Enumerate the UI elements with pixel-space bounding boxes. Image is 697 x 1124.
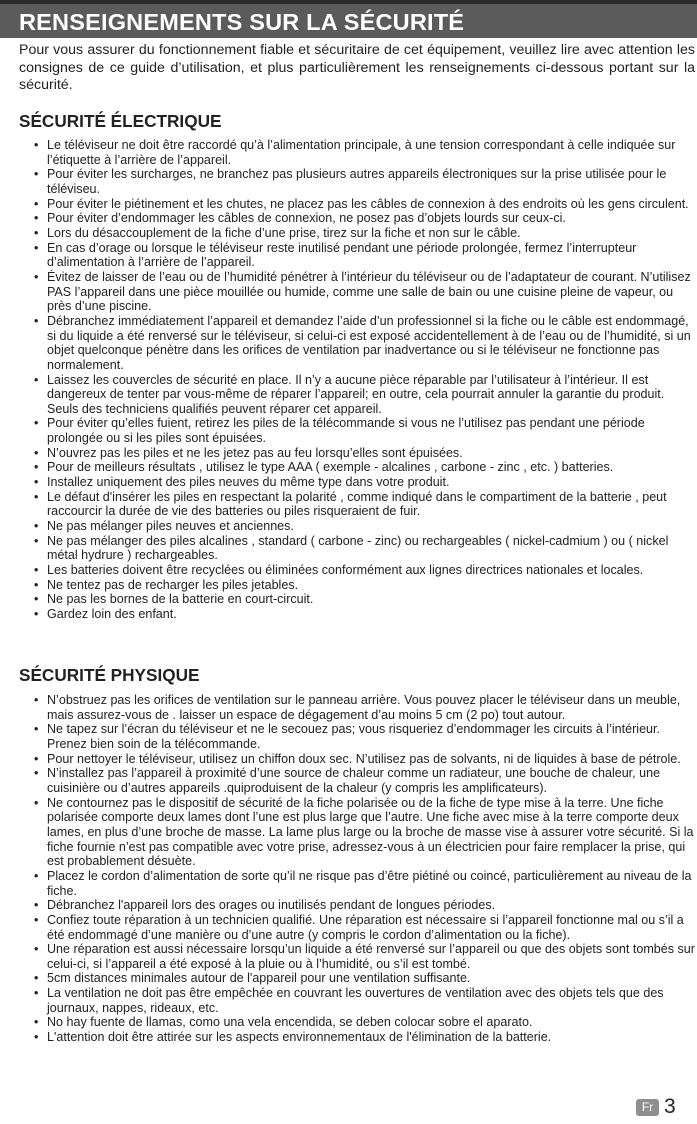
list-item-text: Une réparation est aussi nécessaire lorsqu’un liquide a été renversé sur l’appareil ou que des objets sont tombés sur celui-ci, si l’appareil a été exposé à la pluie ou à l’humidité, ou s’il est tombé. bbox=[47, 942, 695, 971]
list-item-text: Installez uniquement des piles neuves du même type dans votre produit. bbox=[47, 475, 450, 490]
list-item-text: Ne pas les bornes de la batterie en court-circuit. bbox=[47, 592, 314, 607]
bullet-icon: • bbox=[34, 138, 39, 152]
bullet-icon: • bbox=[34, 240, 39, 255]
language-badge: Fr bbox=[636, 1099, 659, 1116]
bullet-icon: • bbox=[34, 942, 39, 957]
bullet-icon: • bbox=[34, 795, 39, 810]
list-item-text: Pour nettoyer le téléviseur, utilisez un chiffon doux sec. N’utilisez pas de solvants, ni de liquides à base de pétrole. bbox=[47, 751, 681, 766]
bullet-icon: • bbox=[34, 577, 39, 592]
electrical-safety-heading: SÉCURITÉ ÉLECTRIQUE bbox=[19, 111, 222, 131]
list-item-text: No hay fuente de llamas, como una vela encendida, se deben colocar sobre el aparato. bbox=[47, 1015, 533, 1030]
list-item bbox=[0, 578, 697, 593]
list-item bbox=[0, 693, 697, 722]
bullet-icon: • bbox=[34, 693, 39, 707]
bullet-icon: • bbox=[34, 868, 39, 883]
bullet-icon: • bbox=[34, 475, 39, 490]
list-item bbox=[0, 534, 697, 563]
bullet-icon: • bbox=[34, 898, 39, 913]
list-item-text: Ne contournez pas le dispositif de sécurité de la fiche polarisée ou de la fiche de type mise à la terre. Une fiche polarisée comporte deux lames dont l’une est plus large que l’autre. Une fiche avec mise à la terre comporte deux lames, en plus d’une broche de masse. La lame plus large ou la broche de masse vise à assurer votre sécurité. Si la fiche fournie n’est pas compatible avec votre prise, adressez-vous à un électricien pour faire remplacer la prise, qui est probablement désuète. bbox=[47, 795, 694, 869]
bullet-icon: • bbox=[34, 1030, 39, 1045]
physical-safety-list bbox=[0, 693, 697, 1045]
list-item bbox=[0, 592, 697, 607]
list-item bbox=[0, 796, 697, 869]
bullet-icon: • bbox=[34, 489, 39, 504]
list-item bbox=[0, 607, 697, 622]
list-item bbox=[0, 475, 697, 490]
list-item-text: Gardez loin des enfant. bbox=[47, 607, 177, 621]
list-item-text: Pour éviter d’endommager les câbles de connexion, ne posez pas d’objets lourds sur ceux-ci. bbox=[47, 211, 566, 226]
bullet-icon: • bbox=[34, 519, 39, 534]
bullet-icon: • bbox=[34, 1015, 39, 1030]
list-item-text: Pour éviter les surcharges, ne branchez pas plusieurs autres appareils électroniques sur la prise utilisée pour le téléviseu. bbox=[47, 167, 667, 196]
list-item-text: Le défaut d'insérer les piles en respectant la polarité , comme indiqué dans le compartiment de la batterie , peut raccourcir la durée de vie des batteries ou piles risqueraient de fuir. bbox=[47, 489, 667, 519]
bullet-icon: • bbox=[34, 211, 39, 226]
list-item bbox=[0, 446, 697, 461]
list-item bbox=[0, 373, 697, 417]
bullet-icon: • bbox=[34, 372, 39, 387]
bullet-icon: • bbox=[34, 971, 39, 986]
bullet-icon: • bbox=[34, 986, 39, 1001]
page-number: 3 bbox=[664, 1095, 676, 1118]
physical-safety-heading: SÉCURITÉ PHYSIQUE bbox=[19, 665, 200, 685]
list-item-text: Le téléviseur ne doit être raccordé qu’à l’alimentation principale, à une tension correspondant à celle indiquée sur l’étiquette à l’arrière de l’appareil. bbox=[47, 138, 676, 167]
list-item-text: N’ouvrez pas les piles et ne les jetez pas au feu lorsqu’elles sont épuisées. bbox=[47, 445, 463, 460]
bullet-icon: • bbox=[34, 563, 39, 578]
list-item bbox=[0, 460, 697, 475]
list-item-text: Débranchez immédiatement l’appareil et demandez l’aide d’un professionnel si la fiche ou le câble est endommagé, si du liquide a été renversé sur le téléviseur, si celui-ci est exposé accidentellement à de l’eau ou de l’humidité, si un objet quelconque pénètre dans les orifices de ventilation par inadvertance ou si le téléviseur ne fonctionne pas normalement. bbox=[47, 313, 691, 372]
list-item bbox=[0, 270, 697, 314]
page-title: RENSEIGNEMENTS SUR LA SÉCURITÉ bbox=[19, 9, 465, 35]
list-item bbox=[0, 563, 697, 578]
bullet-icon: • bbox=[34, 533, 39, 548]
list-item-text: Ne tapez sur l’écran du téléviseur et ne le secouez pas; vous risqueriez d’endommager les circuits à l’intérieur. Prenez bien soin de la télécommande. bbox=[47, 722, 661, 751]
list-item bbox=[0, 766, 697, 795]
list-item-text: Ne pas mélanger des piles alcalines , standard ( carbone - zinc) ou rechargeables ( nickel-cadmium ) ou ( nickel métal hydrure ) rechargeables. bbox=[47, 533, 669, 563]
list-item bbox=[0, 752, 697, 767]
list-item-text: En cas d’orage ou lorsque le téléviseur reste inutilisé pendant une période prolongée, fermez l’interrupteur d’alimentation à l’arrière de l’appareil. bbox=[47, 240, 637, 270]
list-item bbox=[0, 869, 697, 898]
list-item bbox=[0, 167, 697, 196]
bullet-icon: • bbox=[34, 607, 39, 621]
list-item-text: Évitez de laisser de l’eau ou de l’humidité pénétrer à l’intérieur du téléviseur ou de l’adaptateur de courant. N’utilisez PAS l’appareil dans une pièce mouillée ou humide, comme une salle de bain ou une cuisine pleine de vapeur, ou près d’une piscine. bbox=[47, 269, 691, 314]
bullet-icon: • bbox=[34, 416, 39, 431]
list-item-text: Pour éviter le piétinement et les chutes, ne placez pas les câbles de connexion à des endroits où les gens circulent. bbox=[47, 196, 689, 211]
bullet-icon: • bbox=[34, 225, 39, 240]
list-item-text: N’obstruez pas les orifices de ventilation sur le panneau arrière. Vous pouvez placer le téléviseur dans un meuble, mais assurez-vous de . laisser un espace de dégagement d’au moins 5 cm (2 po) tout autour. bbox=[47, 693, 681, 722]
bullet-icon: • bbox=[34, 592, 39, 607]
bullet-icon: • bbox=[34, 167, 39, 182]
list-item bbox=[0, 898, 697, 913]
list-item-text: Laissez les couvercles de sécurité en place. Il n’y a aucune pièce réparable par l’utilisateur à l’intérieur. Il est dangereux de tenter par vous-même de réparer l’appareil; en outre, cela pourrait annuler la garantie du produit. Seuls des techniciens qualifiés peuvent réparer cet appareil. bbox=[47, 372, 665, 416]
list-item bbox=[0, 722, 697, 751]
bullet-icon: • bbox=[34, 196, 39, 211]
list-item bbox=[0, 913, 697, 942]
list-item-text: Placez le cordon d’alimentation de sorte qu’il ne risque pas d’être piétiné ou coincé, particulièrement au niveau de la fiche. bbox=[47, 868, 692, 898]
list-item-text: La ventilation ne doit pas être empêchée en couvrant les ouvertures de ventilation avec des objets tels que des journaux, nappes, rideaux, etc. bbox=[47, 986, 664, 1015]
bullet-icon: • bbox=[34, 751, 39, 766]
list-item-text: Pour de meilleurs résultats , utilisez le type AAA ( exemple - alcalines , carbone - zinc , etc. ) batteries. bbox=[47, 460, 614, 475]
list-item bbox=[0, 971, 697, 986]
list-item-text: Les batteries doivent être recyclées ou éliminées conformément aux lignes directrices nationales et locales. bbox=[47, 563, 644, 578]
list-item bbox=[0, 986, 697, 1015]
bullet-icon: • bbox=[34, 269, 39, 284]
intro-paragraph: Pour vous assurer du fonctionnement fiable et sécuritaire de cet équipement, veuillez lire avec attention les consignes de ce guide d’utilisation, et plus particulièrement les renseignements ci-dessous portant sur la sécurité. bbox=[19, 42, 695, 93]
bullet-icon: • bbox=[34, 766, 39, 781]
list-item bbox=[0, 314, 697, 373]
bullet-icon: • bbox=[34, 445, 39, 460]
bullet-icon: • bbox=[34, 313, 39, 328]
bullet-icon: • bbox=[34, 912, 39, 927]
list-item bbox=[0, 490, 697, 519]
list-item bbox=[0, 197, 697, 212]
list-item-text: Lors du désaccouplement de la fiche d’une prise, tirez sur la fiche et non sur le câble. bbox=[47, 225, 521, 240]
list-item bbox=[0, 1015, 697, 1030]
list-item bbox=[0, 942, 697, 971]
list-item-text: Pour éviter qu’elles fuient, retirez les piles de la télécommande si vous ne l’utilisez pas pendant une période prolongée ou si les piles sont épuisées. bbox=[47, 416, 645, 446]
list-item bbox=[0, 416, 697, 445]
bullet-icon: • bbox=[34, 722, 39, 737]
list-item bbox=[0, 138, 697, 167]
list-item-text: Confiez toute réparation à un technicien qualifié. Une réparation est nécessaire si l’appareil fonctionne mal ou s’il a été endommagé d’une manière ou d’une autre (y compris le cordon d’alimentation ou la fiche). bbox=[47, 912, 684, 942]
page-banner bbox=[0, 4, 697, 38]
list-item-text: Ne pas mélanger piles neuves et anciennes. bbox=[47, 519, 294, 534]
list-item bbox=[0, 519, 697, 534]
electrical-safety-list bbox=[0, 138, 697, 622]
list-item bbox=[0, 1030, 697, 1045]
list-item-text: Ne tentez pas de recharger les piles jetables. bbox=[47, 577, 299, 592]
list-item-text: Débranchez l'appareil lors des orages ou inutilisés pendant de longues périodes. bbox=[47, 898, 496, 913]
bullet-icon: • bbox=[34, 460, 39, 475]
list-item bbox=[0, 211, 697, 226]
list-item bbox=[0, 241, 697, 270]
list-item-text: N’installez pas l’appareil à proximité d’une source de chaleur comme un radiateur, une bouche de chaleur, une cuisinière ou d’autres appareils .quiproduisent de la chaleur (y compris les amplificateurs). bbox=[47, 766, 661, 795]
list-item-text: 5cm distances minimales autour de l'appareil pour une ventilation suffisante. bbox=[47, 971, 471, 986]
list-item-text: L'attention doit être attirée sur les aspects environnementaux de l'élimination de la batterie. bbox=[47, 1030, 552, 1045]
list-item bbox=[0, 226, 697, 241]
